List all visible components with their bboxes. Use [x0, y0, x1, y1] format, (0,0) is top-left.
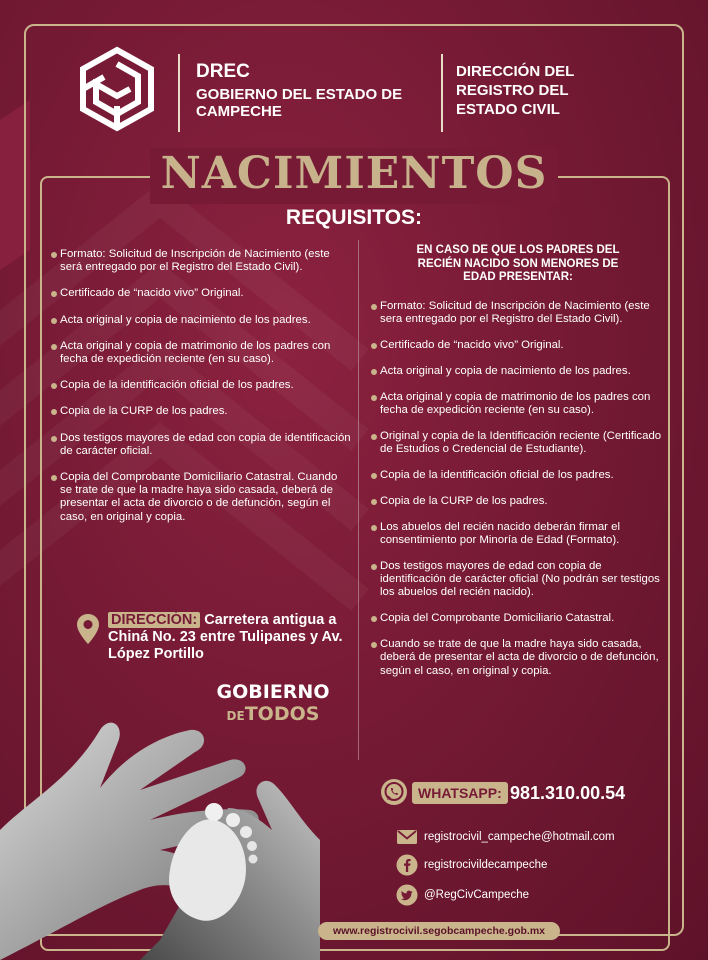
list-item: Original y copia de la Identificación reciente (Certificado de Estudios o Credencial de Estudiante).: [372, 430, 664, 456]
general-requirements-list: [52, 248, 352, 537]
org-name: GOBIERNO DEL ESTADO DE CAMPECHE: [196, 86, 403, 120]
list-item: Acta original y copia de nacimiento de los padres.: [52, 314, 352, 327]
list-item: Copia de la identificación oficial de los padres.: [52, 379, 352, 392]
list-item: Formato: Solicitud de Inscripción de Nacimiento (este sera entregado por el Registro del Estado Civil).: [372, 300, 664, 326]
header-separator-2: [441, 54, 443, 132]
list-item: Certificado de “nacido vivo” Original.: [52, 287, 352, 300]
twitter-icon: [396, 884, 418, 906]
minors-requirements-list: [372, 300, 664, 690]
list-item: Los abuelos del recién nacido deberán firmar el consentimiento por Minoría de Edad (Formato).: [372, 521, 664, 547]
location-pin-icon: [76, 613, 100, 645]
whatsapp-label: WHATSAPP:: [412, 782, 508, 804]
facebook-icon: [396, 854, 418, 876]
list-item: Dos testigos mayores de edad con copia de identificación de carácter oficial.: [52, 432, 352, 458]
header-separator-1: [178, 54, 180, 132]
whatsapp-number[interactable]: 981.310.00.54: [510, 783, 626, 803]
list-item: Copia de la CURP de los padres.: [372, 495, 664, 508]
minors-heading: EN CASO DE QUE LOS PADRES DEL RECIÉN NACIDO SON MENORES DE EDAD PRESENTAR:: [416, 244, 620, 283]
whatsapp-icon: [380, 778, 408, 806]
address-label: DIRECCIÓN:: [108, 612, 200, 628]
department-name: DIRECCIÓN DEL REGISTRO DEL ESTADO CIVIL: [456, 63, 575, 118]
drec-logo-icon: [72, 44, 162, 134]
list-item: Acta original y copia de matrimonio de los padres con fecha de expedición reciente (en su caso).: [372, 391, 664, 417]
list-item: Copia del Comprobante Domiciliario Catastral. Cuando se trate de que la madre haya sido casada, deberá de presentar el acta de divorcio o de defunción, según el caso, en original y copia.: [52, 471, 352, 524]
address-block: [108, 612, 348, 663]
list-item: Copia del Comprobante Domiciliario Catastral.: [372, 612, 664, 625]
list-item: Copia de la CURP de los padres.: [52, 405, 352, 418]
slogan-line-1: GOBIERNO: [216, 681, 330, 703]
page-title: NACIMIENTOS: [160, 148, 548, 199]
list-item: Formato: Solicitud de Inscripción de Nacimiento (este será entregado por el Registro del Estado Civil).: [52, 248, 352, 274]
org-acronym: DREC: [196, 61, 250, 82]
list-item: Cuando se trate de que la madre haya sido casada, deberá de presentar el acta de divorcio o de defunción, según el caso, en original y copia.: [372, 638, 664, 678]
mail-icon: [396, 826, 418, 848]
list-item: Dos testigos mayores de edad con copia de identificación de carácter oficial (No podrán ser testigos los abuelos del recién nacido).: [372, 560, 664, 600]
list-item: Acta original y copia de matrimonio de los padres con fecha de expedición reciente (en su caso).: [52, 340, 352, 366]
website-link[interactable]: www.registrocivil.segobcampeche.gob.mx: [318, 922, 560, 940]
requirements-heading: REQUISITOS:: [285, 206, 423, 229]
address-text: Carretera antigua a Chiná No. 23 entre Tulipanes y Av. López Portillo: [108, 612, 343, 662]
list-item: Acta original y copia de nacimiento de los padres.: [372, 365, 664, 378]
facebook-link[interactable]: registrocivildecampeche: [424, 859, 548, 871]
hands-holding-baby-foot-photo: [0, 690, 320, 960]
list-item: Certificado de “nacido vivo” Original.: [372, 339, 664, 352]
slogan-todos: TODOS: [244, 703, 320, 725]
twitter-link[interactable]: @RegCivCampeche: [424, 889, 529, 901]
list-item: Copia de la identificación oficial de los padres.: [372, 469, 664, 482]
email-link[interactable]: registrocivil_campeche@hotmail.com: [424, 831, 615, 843]
column-divider: [358, 240, 359, 760]
slogan-de: DE: [226, 709, 245, 723]
